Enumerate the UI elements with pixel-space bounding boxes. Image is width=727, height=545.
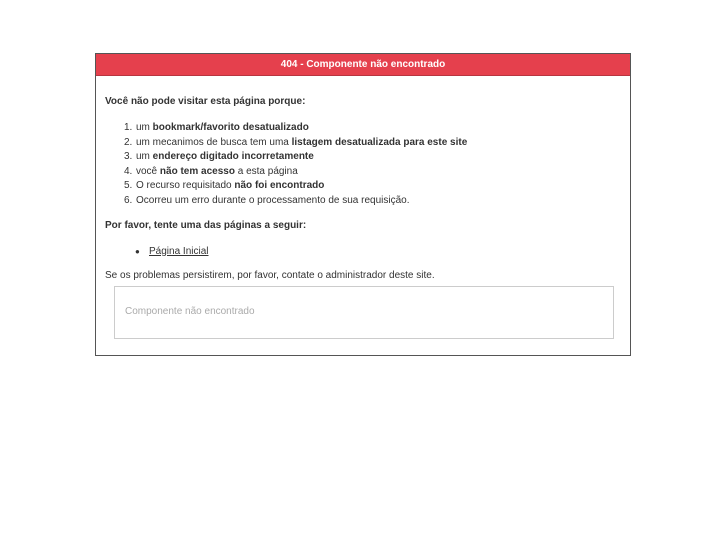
list-item: [135, 245, 621, 259]
reason-item: 2. um mecanimos de busca tem uma listagem desatualizada para este site: [124, 136, 468, 148]
persist-message: Se os problemas persistirem, por favor, contate o administrador deste site.: [105, 269, 435, 281]
error-panel: [95, 53, 631, 356]
message-text: Componente não encontrado: [125, 306, 255, 317]
try-pages-lead: Por favor, tente uma das páginas a seguir:: [105, 219, 307, 231]
pages-list: [105, 245, 621, 259]
reason-item: 1. um bookmark/favorito desatualizado: [124, 122, 309, 133]
message-box: [114, 286, 614, 339]
reason-item: 6. Ocorreu um erro durante o processamento de sua requisição.: [124, 194, 410, 206]
reason-item: 3. um endereço digitado incorretamente: [124, 151, 314, 163]
reason-item: 4. você não tem acesso a esta página: [124, 165, 298, 177]
error-title: 404 - Componente não encontrado: [96, 54, 630, 76]
reasons-lead: Você não pode visitar esta página porque:: [105, 96, 306, 107]
error-content: [96, 95, 630, 283]
bullet-icon: ●: [135, 246, 140, 256]
home-page-link[interactable]: Página Inicial: [149, 245, 209, 257]
reasons-list: [105, 121, 621, 209]
reason-item: 5. O recurso requisitado não foi encontrado: [124, 180, 325, 192]
